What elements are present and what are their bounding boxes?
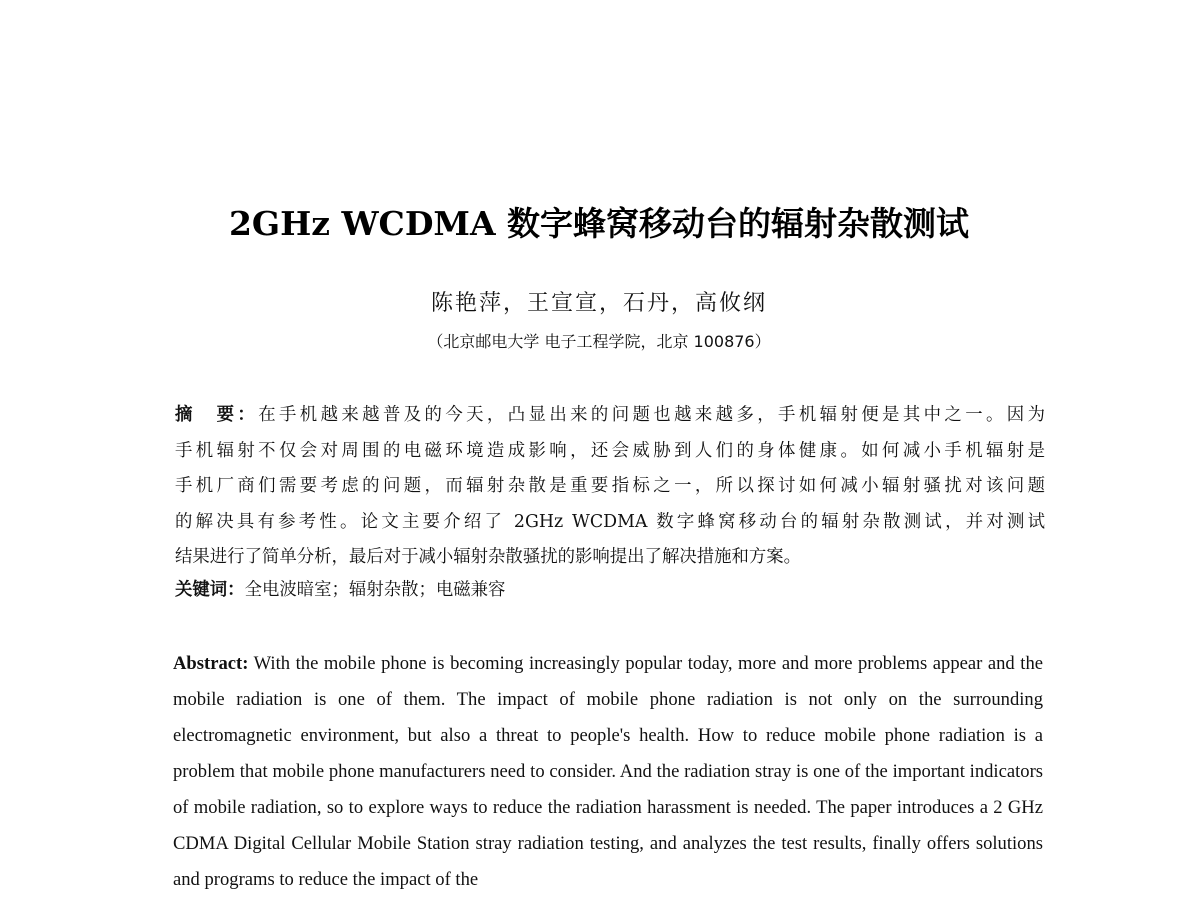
author-affiliation: （北京邮电大学 电子工程学院，北京 100876）	[427, 332, 771, 351]
keywords-label: 关键词：	[175, 580, 245, 600]
chinese-keywords	[175, 573, 505, 608]
author-list: 陈艳萍，王宣宣，石丹，高攸纲	[430, 291, 767, 316]
abstract-line: 手机辐射不仅会对周围的电磁环境造成影响，还会威胁到人们的身体健康。如何减小手机辐射是	[175, 440, 1045, 461]
chinese-abstract-label: 摘 要：	[175, 405, 259, 425]
abstract-line	[175, 398, 1045, 434]
keywords-text: 全电波暗室；辐射杂散；电磁兼容	[244, 580, 506, 600]
abstract-line: 的解决具有参考性。论文主要介绍了 2GHz WCDMA 数字蜂窝移动台的辐射杂散测试，并对测试	[175, 511, 1045, 532]
chinese-abstract	[175, 398, 1045, 576]
english-abstract	[173, 646, 1043, 898]
english-abstract-label: Abstract:	[173, 653, 249, 674]
abstract-line: 结果进行了简单分析，最后对于减小辐射杂散骚扰的影响提出了解决措施和方案。	[175, 547, 802, 567]
abstract-line-text: 在手机越来越普及的今天，凸显出来的问题也越来越多，手机辐射便是其中之一。因为	[258, 405, 1045, 425]
abstract-line: 手机厂商们需要考虑的问题，而辐射杂散是重要指标之一，所以探讨如何减小辐射骚扰对该问题	[175, 476, 1045, 496]
english-abstract-text: With the mobile phone is becoming increasingly popular today, more and more problems appear and the mobile radiation is one of them. The impact of mobile phone radiation is not only on the surrounding electromagnetic environment, but also a threat to people's health. How to reduce mobile phone radiation is a problem that mobile phone manufacturers need to consider. And the radiation stray is one of the important indicators of mobile radiation, so to explore ways to reduce the radiation harassment is needed. The paper introduces a 2 GHz CDMA Digital Cellular Mobile Station stray radiation testing, and analyzes the test results, finally offers solutions and programs to reduce the impact of the	[173, 653, 1043, 890]
paper-title: 2GHz WCDMA 数字蜂窝移动台的辐射杂散测试	[228, 204, 970, 243]
